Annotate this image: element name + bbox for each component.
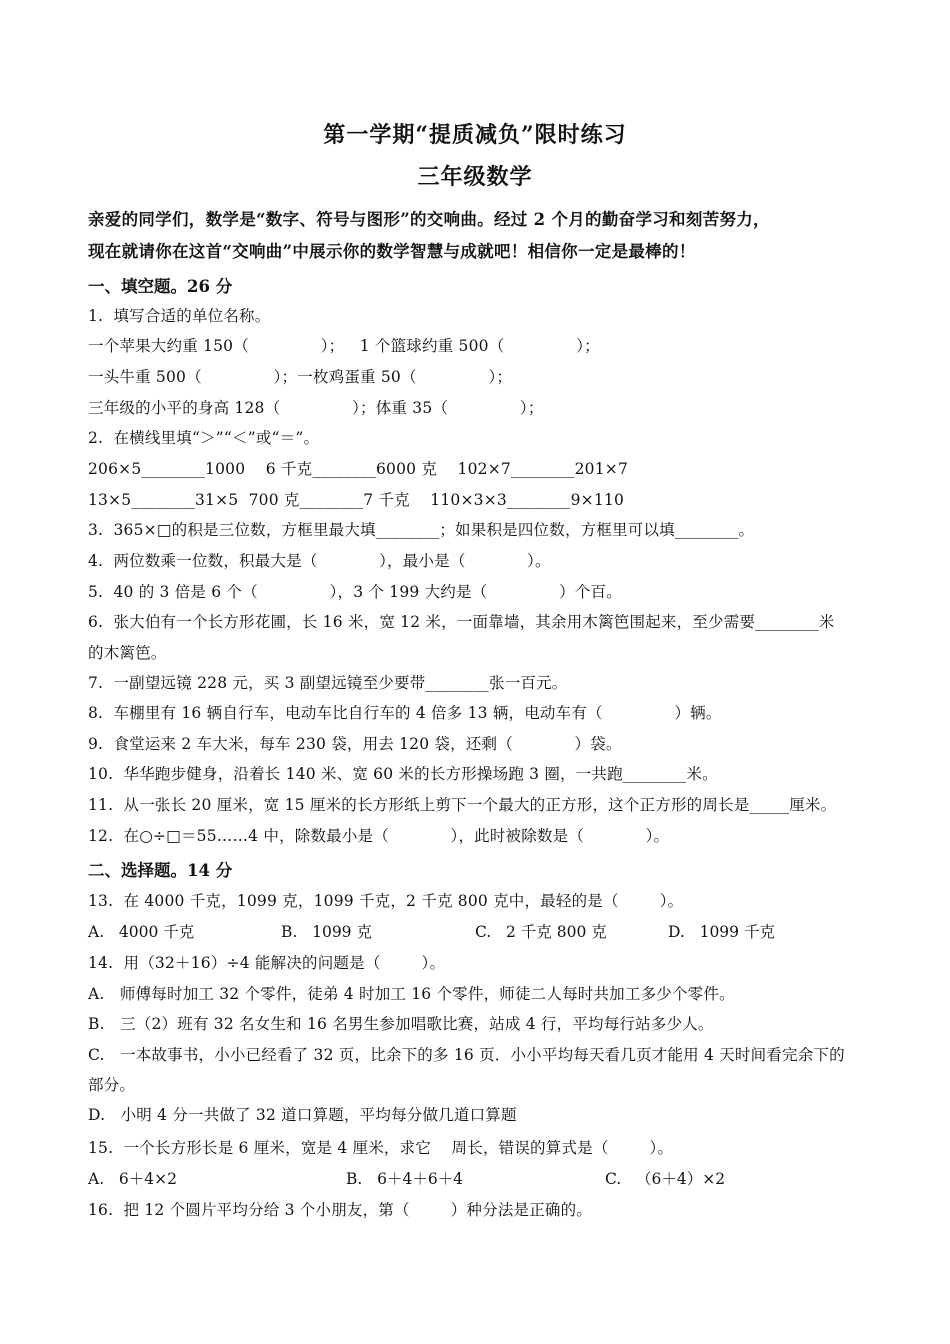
question-13: 13. 在 4000 千克，1099 克，1099 千克，2 千克 800 克中，最轻的是（ ）。	[88, 892, 684, 910]
q14-option-d: D. 小明 4 分一共做了 32 道口算题，平均每分做几道口算题	[88, 1106, 517, 1124]
question-line: 13×5________31×5 700 克________7 千克 110×3×3________9×110	[88, 491, 625, 509]
question-line: 9. 食堂运来 2 车大米，每车 230 袋，用去 120 袋，还剩（ ）袋。	[88, 735, 622, 753]
question-line: 一个苹果大约重 150（ ）； 1 个篮球约重 500（ ）；	[88, 337, 600, 355]
q13-option-d: D. 1099 千克	[668, 923, 775, 941]
page-subtitle: 三年级数学	[417, 164, 533, 190]
question-14: 14. 用（32＋16）÷4 能解决的问题是（ ）。	[88, 954, 446, 972]
intro-line-1: 亲爱的同学们，数学是“数字、符号与图形”的交响曲。经过 2 个月的勤奋学习和刻苦努力，	[88, 210, 770, 229]
question-line: 12. 在○÷□＝55……4 中，除数最小是（ ），此时被除数是（ ）。	[88, 827, 670, 845]
q14-option-b: B. 三（2）班有 32 名女生和 16 名男生参加唱歌比赛，站成 4 行，平均每行站多少人。	[88, 1015, 714, 1033]
page-title: 第一学期“提质减负”限时练习	[323, 122, 627, 148]
q13-option-c: C. 2 千克 800 克	[475, 923, 607, 941]
q13-option-b: B. 1099 克	[281, 923, 372, 941]
question-line: 7. 一副望远镜 228 元，买 3 副望远镜至少要带________张一百元。	[88, 674, 568, 692]
q14-option-c: C. 一本故事书，小小已经看了 32 页，比余下的多 16 页．小小平均每天看几页才能用 4 天时间看完余下的	[88, 1046, 845, 1064]
question-line: 2. 在横线里填“＞”“＜”或“＝”。	[88, 429, 320, 447]
question-line: 一头牛重 500（ ）；一枚鸡蛋重 50（ ）；	[88, 368, 513, 386]
question-16: 16. 把 12 个圆片平均分给 3 个小朋友，第（ ）种分法是正确的。	[88, 1201, 593, 1219]
question-line: 8. 车棚里有 16 辆自行车，电动车比自行车的 4 倍多 13 辆，电动车有（ ）辆。	[88, 704, 722, 722]
q13-option-a: A. 4000 千克	[88, 923, 195, 941]
section-heading-multiple-choice: 二、选择题。14 分	[88, 861, 233, 880]
question-line: 3. 365×□的积是三位数，方框里最大填________；如果积是四位数，方框里可以填________。	[88, 521, 755, 539]
q14-option-a: A. 师傅每时加工 32 个零件，徒弟 4 时加工 16 个零件，师徒二人每时共加工多少个零件。	[88, 985, 735, 1003]
q15-option-b: B. 6＋4＋6＋4	[346, 1170, 464, 1188]
question-line: 三年级的小平的身高 128（ ）；体重 35（ ）；	[88, 399, 544, 417]
question-line: 5. 40 的 3 倍是 6 个（ ），3 个 199 大约是（ ）个百。	[88, 583, 622, 601]
question-line: 11. 从一张长 20 厘米，宽 15 厘米的长方形纸上剪下一个最大的正方形，这个正方形的周长是_____厘米。	[88, 796, 837, 814]
question-line: 10. 华华跑步健身，沿着长 140 米、宽 60 米的长方形操场跑 3 圈，一共跑________米。	[88, 765, 718, 783]
q15-option-c: C. （6＋4）×2	[605, 1170, 726, 1188]
section-heading-fill-blank: 一、填空题。26 分	[88, 277, 233, 296]
question-line: 6. 张大伯有一个长方形花圃，长 16 米，宽 12 米，一面靠墙，其余用木篱笆围起来，至少需要________米	[88, 613, 835, 631]
q14-option-c-continued: 部分。	[88, 1076, 136, 1094]
question-line: 1. 填写合适的单位名称。	[88, 307, 271, 325]
q15-option-a: A. 6＋4×2	[88, 1170, 177, 1188]
intro-line-2: 现在就请你在这首“交响曲”中展示你的数学智慧与成就吧！相信你一定是最棒的！	[88, 242, 696, 261]
question-line: 4. 两位数乘一位数，积最大是（ ），最小是（ ）。	[88, 552, 551, 570]
question-15: 15. 一个长方形长是 6 厘米，宽是 4 厘米，求它 周长，错误的算式是（ ）。	[88, 1139, 674, 1157]
question-line: 206×5________1000 6 千克________6000 克 102×7________201×7	[88, 460, 629, 478]
question-line: 的木篱笆。	[88, 644, 167, 662]
